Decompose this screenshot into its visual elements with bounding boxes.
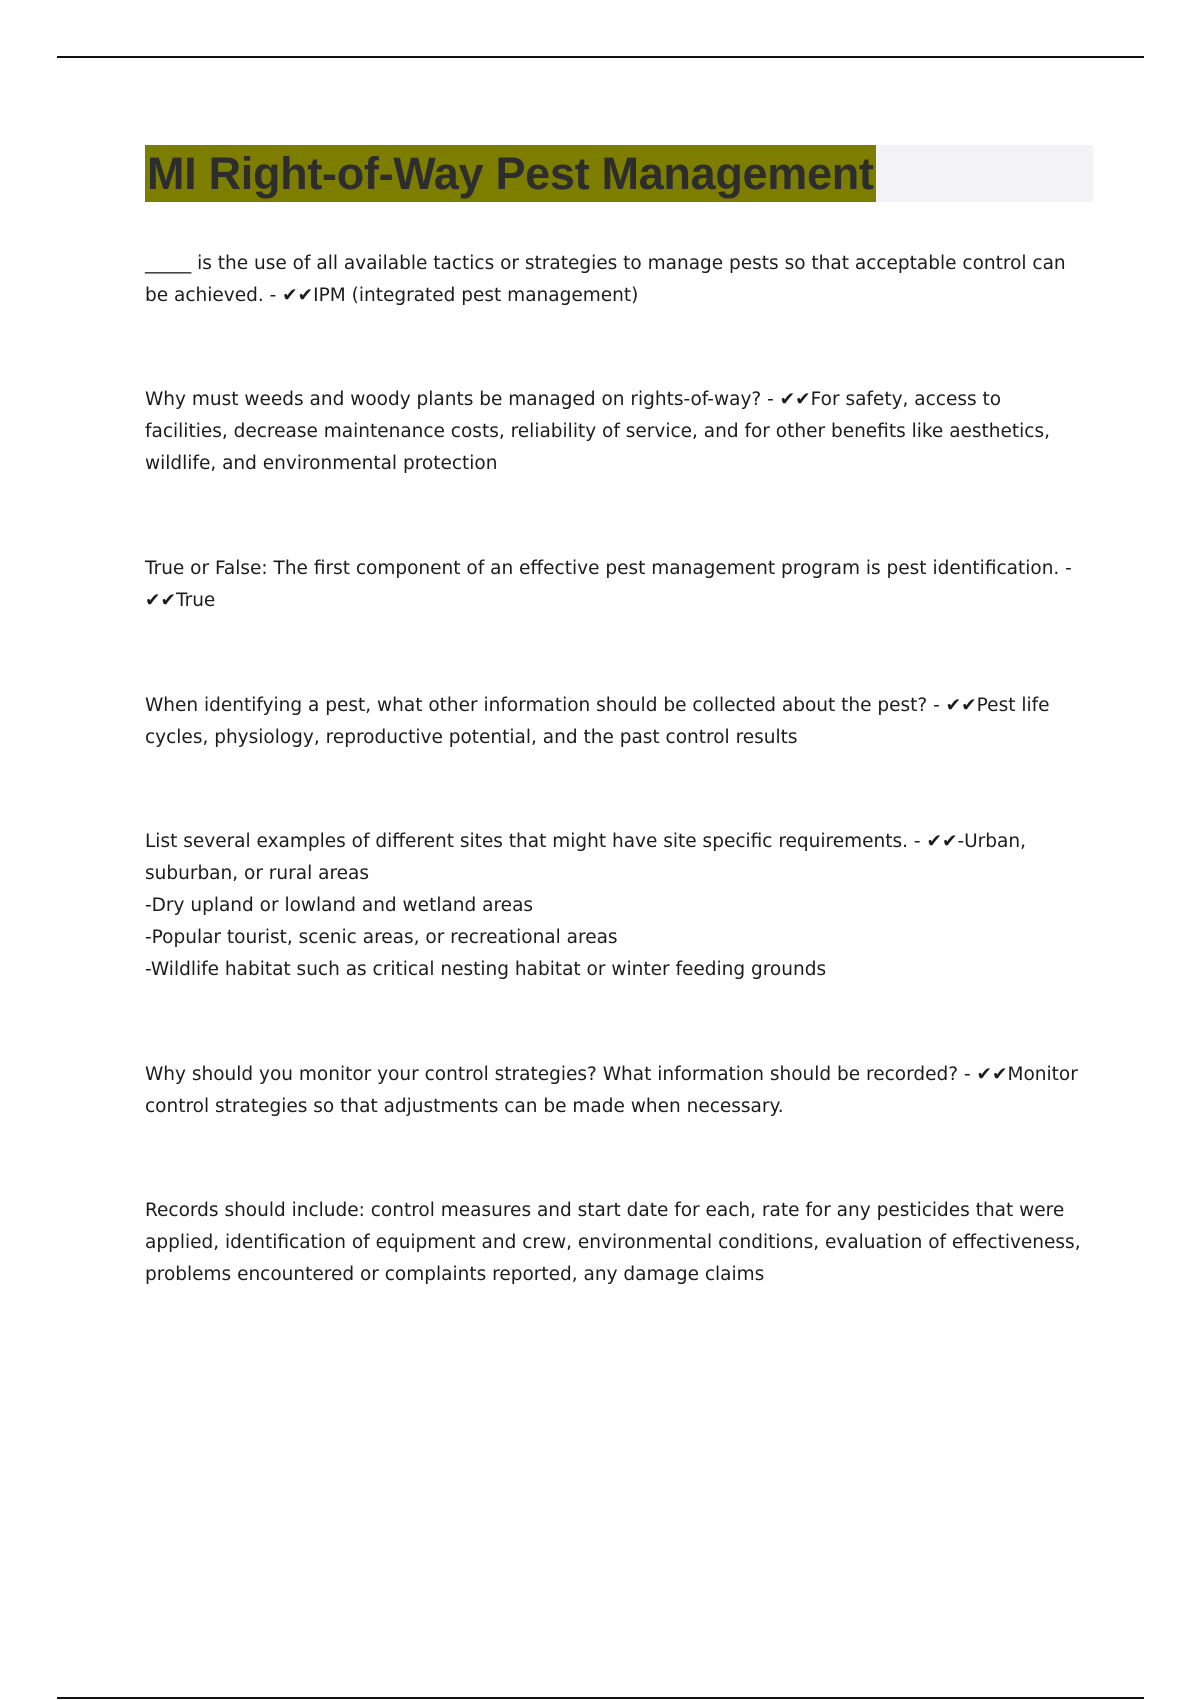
document-body [145, 248, 1085, 1291]
entry-text: List several examples of different sites that might have site specific requirements. - ✔✔-Urban, suburban, or rural areas [145, 831, 1026, 884]
footer-rule [57, 1697, 1144, 1699]
header-rule [57, 56, 1144, 58]
entry-text: When identifying a pest, what other information should be collected about the pest? - ✔✔Pest life cycles, physiology, reproductive potential, and the past control results [145, 695, 1050, 748]
qa-entry-records [145, 1195, 1085, 1291]
entry-text: Why should you monitor your control strategies? What information should be recorded? - ✔✔Monitor control strategies so that adjustments can be made when necessary. [145, 1064, 1078, 1117]
qa-entry-ipm [145, 248, 1085, 312]
qa-entry-why-manage [145, 384, 1085, 480]
title-highlight [145, 145, 876, 202]
qa-entry-true-false [145, 553, 1085, 617]
entry-list-item: -Wildlife habitat such as critical nesting habitat or winter feeding grounds [145, 959, 827, 980]
qa-entry-sites [145, 826, 1085, 986]
qa-entry-identify-pest [145, 690, 1085, 754]
entry-list-item: -Popular tourist, scenic areas, or recreational areas [145, 927, 618, 948]
entry-text: _____ is the use of all available tactics or strategies to manage pests so that acceptable control can be achieved. - ✔✔IPM (integrated pest management) [145, 253, 1066, 306]
entry-text: Records should include: control measures and start date for each, rate for any pesticides that were applied, identification of equipment and crew, environmental conditions, evaluation of effectiveness, problems encountered or complaints reported, any damage claims [145, 1200, 1081, 1285]
entry-text: True or False: The first component of an effective pest management program is pest identification. - ✔✔True [145, 558, 1072, 611]
qa-entry-monitor [145, 1059, 1085, 1123]
entry-list-item: -Dry upland or lowland and wetland areas [145, 895, 534, 916]
entry-text: Why must weeds and woody plants be managed on rights-of-way? - ✔✔For safety, access to facilities, decrease maintenance costs, reliability of service, and for other benefits like aesthetics, wildlife, and environmental protection [145, 389, 1051, 474]
document-title: MI Right-of-Way Pest Management [147, 148, 874, 199]
